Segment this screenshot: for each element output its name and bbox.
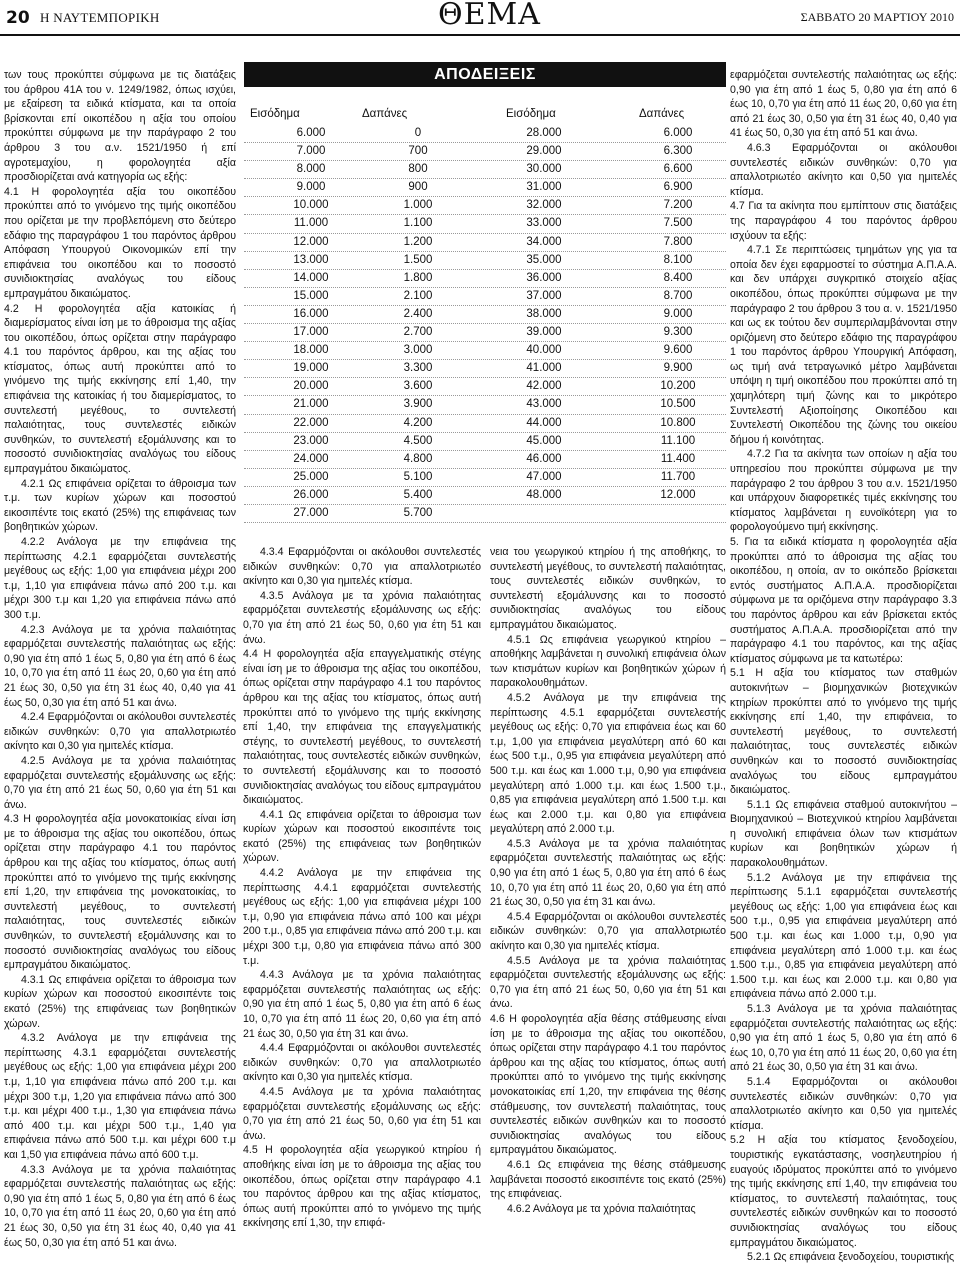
- table-cell: 3.900: [403, 398, 433, 411]
- paragraph: 4.4.4 Εφαρμόζονται οι ακόλουθοι συντελεστές ειδικών συνθηκών: 0,70 για απαλλοτριωτέο ακίνητο και 0,30 για ημιτελές κτίσμα.: [243, 1042, 481, 1084]
- newspaper-name: Η ΝΑΥΤΕΜΠΟΡΙΚΗ: [40, 10, 160, 25]
- table-cell: 11.100: [660, 434, 696, 447]
- table-cell: 1.000: [403, 199, 433, 212]
- paragraph: 4.6.3 Εφαρμόζονται οι ακόλουθοι συντελεστές ειδικών συνθηκών: 0,70 για απαλλοτριωτέο ακίνητο και 0,50 για ημιτελές κτίσμα.: [730, 141, 957, 198]
- paragraph: 4.2.1 Ως επιφάνεια ορίζεται το άθροισμα των τ.μ. των κυρίων χώρων και ποσοστού εικοσιπέντε τοις εκατό (25%) της επιφάνειας των βοηθητικών χώρων.: [4, 477, 236, 534]
- paragraph: 4.5.3 Ανάλογα με τα χρόνια παλαιότητας εφαρμόζεται συντελεστής παλαιότητας ως εξής: 0,90 για έτη από 1 έως 5, 0,80 για έτη από 6 έως 10, 0,70 για έτη από 11 έως 20, 0,60 για έτη από 21 έως 30, 0,50 για έτη 31 και άνω.: [490, 837, 726, 909]
- paragraph: των τους προκύπτει σύμφωνα με τις διατάξεις του άρθρου 41Α του ν. 1249/1982, όπως ισχύει, με εξαίρεση τα ειδικά κτίσματα, και τα οποία βρίσκονται επί οικοπέδου η αξία του οποίου προκύπτει σύμφωνα με την παράγραφο 2 του άρθρου 3 του α.ν. 1521/1950 ή επί αγροτεμαχίου, η φορολογητέα αξία προσδιορίζεται ανά κατηγορία ως εξής:: [4, 69, 236, 184]
- table-cell: 2.700: [403, 326, 433, 339]
- table-cell: 8.400: [663, 271, 693, 284]
- paragraph: 4.7.1 Σε περιπτώσεις τμημάτων γης για τα οποία δεν έχει εφαρμοστεί το σύστημα Α.Π.Α.Α. και δεν υπάρχει συγκριτικό στοιχείο αξίας οικοπέδου, όπως προκύπτει σύμφωνα με την παράγραφο 2 του άρθρου 3 του α. ν. 1521/1950 και ως εκ τούτου δεν συμπεριλαμβάνονται στην οριζόμενη στο δεύτερο εδάφιο της παραγράφου 1 του παρόντος άρθρου Υπουργική Απόφαση, ως τιμή ανά τετραγωνικό μέτρο λαμβάνεται υπόψη η τιμή οικοπέδου που προκύπτει από τη χαμηλότερη τιμή ζώνης και το μικρότερο Συντελεστή Αξιοποίησης Οικοπέδου και Συντελεστή Οικοπέδου της ζώνης του οικείου δήμου ή κοινότητας.: [730, 244, 957, 446]
- table-cell: 46.000: [526, 452, 562, 465]
- paragraph: 5. Για τα ειδικά κτίσματα η φορολογητέα αξία προκύπτει από το άθροισμα της αξίας του οικοπέδου, η οποία, αν το οικόπεδο βρίσκεται εντός συστήματος Α.Π.Α.Α. προσδιορίζεται σύμφωνα με τα οριζόμενα στην παράγραφο 3.3 του παρόντος άρθρου και εάν βρίσκεται εκτός συστήματος Α.Π.Α.Α. προσδιορίζεται από την παράγραφο 4.1 του παρόντος, και της αξίας κτίσματος σύμφωνα με τα κατωτέρω:: [730, 536, 957, 665]
- paragraph: 4.2.3 Ανάλογα με τα χρόνια παλαιότητας εφαρμόζεται συντελεστής παλαιότητας ως εξής: 0,90 για έτη από 1 έως 5, 0,80 για έτη από 6 έως 10, 0,70 για έτη από 11 έως 20, 0,60 για έτη από 21 έως 30, 0,50 για έτη 31 έως 40, 0,40 για 41 έως 50, 0,30 για έτη από 51 και άνω.: [4, 623, 236, 709]
- table-cell: 10.200: [660, 380, 696, 393]
- paragraph: 5.2 Η αξία του κτίσματος ξενοδοχείου, τουριστικής εγκατάστασης, νοσηλευτηρίου ή ευαγούς ιδρύματος προκύπτει από το γινόμενο της τιμής εκκίνησης επί 1,40, την επιφάνεια του κτίσματος, το συντελεστή παλαιότητας, τους συντελεστές ειδικών συνθηκών και το ποσοστό συνιδιοκτησίας αναλόγως του είδους εμπραγμάτου δικαιώματος.: [730, 1134, 957, 1249]
- table-row: [244, 324, 726, 342]
- table-row: [244, 451, 726, 469]
- table-cell: 43.000: [526, 398, 562, 411]
- table-cell: 15.000: [293, 289, 329, 302]
- table-cell: 1.200: [403, 235, 433, 248]
- table-cell: 38.000: [526, 307, 562, 320]
- table-cell: 18.000: [293, 344, 329, 357]
- article-column-3: [490, 545, 726, 1215]
- table-cell: 3.000: [403, 344, 433, 357]
- table-row: [244, 487, 726, 505]
- issue-date: ΣΑΒΒΑΤΟ 20 ΜΑΡΤΙΟΥ 2010: [800, 10, 954, 24]
- article-column-2: [243, 545, 481, 1230]
- table-cell: 16.000: [293, 307, 329, 320]
- table-cell: 25.000: [293, 470, 329, 483]
- header-divider: [0, 34, 960, 36]
- table-cell: 9.300: [663, 326, 693, 339]
- page-number: 20: [6, 8, 30, 28]
- table-cell: 3.300: [403, 362, 433, 375]
- table-row: [244, 415, 726, 433]
- table-cell: 5.400: [403, 488, 433, 501]
- paragraph: 4.4.3 Ανάλογα με τα χρόνια παλαιότητας εφαρμόζεται συντελεστής παλαιότητας ως εξής: 0,90 για έτη από 1 έως 5, 0,80 για έτη από 6 έως 10, 0,70 για έτη από 11 έως 20, 0,60 για έτη από 21 έως 30, 0,50 για έτη 31 και άνω.: [243, 969, 481, 1040]
- table-row: [244, 433, 726, 451]
- table-cell: 34.000: [526, 235, 562, 248]
- paragraph: 4.1 Η φορολογητέα αξία του οικοπέδου προκύπτει από το γινόμενο της τιμής οικοπέδου που ορίζεται με την προβλεπόμενη στο δεύτερο εδάφιο της παραγράφου 1 του παρόντος άρθρου Απόφαση Υπουργού Οικονομικών επί την επιφάνεια του οικοπέδου και το ποσοστό συνιδιοκτησίας αναλόγως του είδους εμπραγμάτου δικαιώματος.: [4, 185, 236, 300]
- paragraph: 4.4.5 Ανάλογα με τα χρόνια παλαιότητας εφαρμόζεται συντελεστής εξομάλυνσης ως εξής: 0,70 για έτη από 21 έως 50, 0,60 για έτη 51 και άνω.: [243, 1085, 481, 1142]
- paragraph: 5.1.3 Ανάλογα με τα χρόνια παλαιότητας εφαρμόζεται συντελεστής παλαιότητας ως εξής: 0,90 για έτη από 1 έως 5, 0,80 για έτη από 6 έως 10, 0,70 για έτη από 11 έως 20, 0,60 για έτη από 21 έως 30, 0,50 για έτη 31 και άνω.: [730, 1003, 957, 1074]
- table-cell: 1.100: [403, 217, 433, 230]
- paragraph: 4.3.4 Εφαρμόζονται οι ακόλουθοι συντελεστές ειδικών συνθηκών: 0,70 για απαλλοτριωτέο ακίνητο και 0,30 για ημιτελές κτίσμα.: [243, 546, 481, 588]
- table-cell: 20.000: [293, 380, 329, 393]
- table-cell: 10.000: [293, 199, 329, 212]
- table-cell: 11.700: [660, 470, 696, 483]
- paragraph: 4.6.2 Ανάλογα με τα χρόνια παλαιότητας: [506, 1202, 696, 1215]
- paragraph: 4.3.2 Ανάλογα με την επιφάνεια της περίπτωσης 4.3.1 εφαρμόζεται συντελεστής μεγέθους ως εξής: 1,00 για επιφάνεια μέχρι 200 τ.μ, 1,10 για επιφάνεια πάνω από 200 τ.μ. και μέχρι 300 τ.μ, 1,20 για επιφάνεια πάνω από 300 τ.μ. και μέχρι 400 τ.μ., 1,30 για επιφάνεια πάνω από 400 τ.μ. και μέχρι 500 τ.μ., 1,40 για επιφάνεια πάνω από 500 τ.μ. και μέχρι 600 τ.μ και 1,50 για επιφάνεια πάνω από 600 τ.μ.: [4, 1032, 236, 1161]
- table-cell: 7.000: [296, 145, 326, 158]
- paragraph: 4.6 Η φορολογητέα αξία θέσης στάθμευσης είναι ίση με το άθροισμα της αξίας του οικοπέδου, όπως ορίζεται στην παράγραφο 4.1 του παρόντος άρθρου και της αξίας του κτίσματος, όπως αυτή προκύπτει από το γινόμενο της τιμής εκκίνησης μονοκατοικίας επί 1,20, την επιφάνεια της θέσης στάθμευσης, τον συντελεστή παλαιότητας, τους συντελεστές ειδικών συνθηκών και το ποσοστό συνιδιοκτησίας αναλόγως του είδους εμπραγμάτου δικαιώματος.: [490, 1013, 726, 1157]
- table-row: [244, 360, 726, 378]
- table-cell: 27.000: [293, 506, 329, 519]
- table-cell: 40.000: [526, 344, 562, 357]
- table-cell: 5.700: [403, 506, 433, 519]
- paragraph: νεια του γεωργικού κτηρίου ή της αποθήκης, το συντελεστή μεγέθους, το συντελεστή παλαιότητας, τους συντελεστές ειδικών συνθηκών, το συντελεστή εξομάλυνσης και το ποσοστό συνιδιοκτησίας αναλόγως του είδους εμπραγμάτου δικαιώματος.: [490, 546, 726, 631]
- table-cell: 35.000: [526, 253, 562, 266]
- table-cell: 4.200: [403, 416, 433, 429]
- table-cell: 3.600: [403, 380, 433, 393]
- paragraph: 4.3.3 Ανάλογα με τα χρόνια παλαιότητας εφαρμόζεται συντελεστής παλαιότητας ως εξής: 0,90 για έτη από 1 έως 5, 0,80 για έτη από 6 έως 10, 0,70 για έτη από 11 έως 20, 0,60 για έτη από 21 έως 30, 0,50 για έτη 31 έως 40, 0,40 για 41 έως 50, 0,30 για έτη από 51 και άνω.: [4, 1163, 236, 1249]
- table-row: [244, 396, 726, 414]
- table-cell: 9.000: [663, 307, 693, 320]
- table-row: [244, 215, 726, 233]
- table-row: [244, 378, 726, 396]
- table-cell: 7.200: [663, 199, 693, 212]
- table-row: [244, 252, 726, 270]
- table-cell: 4.500: [403, 434, 433, 447]
- table-row: [244, 234, 726, 252]
- table-cell: 8.000: [296, 163, 326, 176]
- paragraph: 4.4 Η φορολογητέα αξία επαγγελματικής στέγης είναι ίση με το άθροισμα της αξίας του οικοπέδου, όπως ορίζεται στην παράγραφο 4.1 του παρόντος άρθρου και της αξίας του κτίσματος, όπως αυτή προκύπτει από το γινόμενο της τιμής εκκίνησης επί 1,40, την επιφάνεια της επαγγελματικής στέγης, το συντελεστή μεγέθους, το συντελεστή παλαιότητας, τους συντελεστές ειδικών συνθηκών, το συντελεστή εξομάλυνσης και το ποσοστό συνιδιοκτησίας αναλόγως του είδους εμπραγμάτου δικαιώματος.: [243, 648, 481, 807]
- table-header: [244, 108, 726, 124]
- paragraph: 4.5.2 Ανάλογα με την επιφάνεια της περίπτωσης 4.5.1 εφαρμόζεται συντελεστής μεγέθους ως εξής: 0,70 για επιφάνεια έως και 60 τ.μ, 1,00 για επιφάνεια μεγαλύτερη από 60 και έως 500 τ.μ., 0,95 για επιφάνεια μεγαλύτερη από 500 τ.μ. και έως και 1.000 τ.μ, 0,90 για επιφάνεια μεγαλύτερη από 1.000 τ.μ. και έως 1.500 τ.μ., 0,85 για επιφάνεια μεγαλύτερη από 1.500 τ.μ. και έως και 2.000 τ.μ. και 0,80 για επιφάνεια μεγαλύτερη από 2.000 τ.μ.: [490, 691, 726, 836]
- table-cell: 1.500: [403, 253, 433, 266]
- table-cell: 23.000: [293, 434, 329, 447]
- table-cell: 9.600: [663, 344, 693, 357]
- table-cell: 21.000: [293, 398, 329, 411]
- table-cell: 17.000: [293, 326, 329, 339]
- table-cell: 32.000: [526, 199, 562, 212]
- column-header-income: Εισόδημα: [506, 108, 556, 120]
- table-cell: 8.700: [663, 289, 693, 302]
- table-cell: 11.000: [293, 217, 329, 230]
- table-cell: 6.300: [663, 145, 693, 158]
- table-cell: 9.000: [296, 181, 326, 194]
- table-row: [244, 270, 726, 288]
- table-cell: 41.000: [526, 362, 562, 375]
- table-cell: 2.100: [403, 289, 433, 302]
- table-cell: 33.000: [526, 217, 562, 230]
- table-body: [244, 125, 726, 523]
- table-cell: 10.800: [660, 416, 696, 429]
- paragraph: 4.3.5 Ανάλογα με τα χρόνια παλαιότητας εφαρμόζεται συντελεστής εξομάλυνσης ως εξής: 0,70 για έτη από 21 έως 50, 0,60 για έτη 51 και άνω.: [243, 589, 481, 646]
- paragraph: 4.3.1 Ως επιφάνεια ορίζεται το άθροισμα των κυρίων χώρων και ποσοστού εικοσιπέντε τοις εκατό (25%) της επιφάνειας των βοηθητικών χώρων.: [4, 973, 236, 1030]
- page-header: [0, 0, 960, 36]
- paragraph: 4.3 Η φορολογητέα αξία μονοκατοικίας είναι ίση με το άθροισμα της αξίας του οικοπέδου, όπως ορίζεται στην παράγραφο 4.1 του παρόντος άρθρου και της αξίας του κτίσματος, όπως αυτή προκύπτει από το γινόμενο της τιμής εκκίνησης επί 1,20, την επιφάνεια της μονοκατοικίας, το συντελεστή μεγέθους, το συντελεστή παλαιότητας, τους συντελεστές ειδικών συνθηκών, το συντελεστή εξομάλυνσης και το ποσοστό συνιδιοκτησίας αναλόγως του είδους εμπραγμάτου δικαιώματος.: [4, 813, 236, 972]
- table-row: [244, 179, 726, 197]
- table-cell: 28.000: [526, 127, 562, 139]
- table-row: [244, 505, 726, 523]
- table-row: [244, 306, 726, 324]
- table-row: [244, 288, 726, 306]
- paragraph: 4.7.2 Για τα ακίνητα των οποίων η αξία του υπηρεσίου που προκύπτει σύμφωνα με την παράγραφο 2 του άρθρου 3 του α.ν. 1521/1950 και υπάρχουν διαφορετικές τιμές εκκίνησης του κτίσματος λαμβάνεται η ευνοϊκότερη για το φορολογούμενο τιμή εκκίνησης.: [730, 448, 957, 534]
- table-cell: 24.000: [293, 452, 329, 465]
- table-cell: 7.800: [663, 235, 693, 248]
- table-cell: 9.900: [663, 362, 693, 375]
- paragraph: 5.1.2 Ανάλογα με την επιφάνεια της περίπτωσης 5.1.1 εφαρμόζεται συντελεστής μεγέθους ως εξής: 1,00 για επιφάνεια έως και 500 τ.μ., 0,95 για επιφάνεια μεγαλύτερη από 500 τ.μ. και έως και 1.000 τ.μ, 0,90 για επιφάνεια μεγαλύτερη από 1.000 τ.μ. και έως 1.500 τ.μ., 0,85 για επιφάνεια μεγαλύτερη από 1.500 τ.μ. και έως και 2.000 τ.μ. και 0,80 για επιφάνεια πάνω από 2.000 τ.μ.: [730, 871, 957, 1001]
- table-cell: 8.100: [663, 253, 693, 266]
- table-cell: 13.000: [293, 253, 329, 266]
- table-cell: 12.000: [293, 235, 329, 248]
- table-cell: 26.000: [293, 488, 329, 501]
- table-cell: 12.000: [660, 488, 696, 501]
- column-header-expenses: Δαπάνες: [639, 108, 685, 120]
- paragraph: 4.5.5 Ανάλογα με τα χρόνια παλαιότητας εφαρμόζεται συντελεστής εξομάλυνσης ως εξής: 0,70 για έτη από 21 έως 50, 0,60 για έτη 51 και άνω.: [490, 954, 726, 1011]
- column-header-income: Εισόδημα: [250, 108, 300, 120]
- section-logo: ΘΕΜΑ: [438, 0, 541, 32]
- table-row: [244, 161, 726, 179]
- table-cell: 6.600: [663, 163, 693, 176]
- table-cell: 29.000: [526, 145, 562, 158]
- table-cell: 800: [408, 163, 428, 176]
- table-cell: 48.000: [526, 488, 562, 501]
- paragraph: 4.5.4 Εφαρμόζονται οι ακόλουθοι συντελεστές ειδικών συνθηκών: 0,70 για απαλλοτριωτέο ακίνητο και 0,30 για ημιτελές κτίσμα.: [490, 910, 726, 953]
- table-cell: 1.800: [403, 271, 433, 284]
- table-cell: 31.000: [526, 181, 562, 194]
- paragraph: 5.1.4 Εφαρμόζονται οι ακόλουθοι συντελεστές ειδικών συνθηκών: 0,70 για απαλλοτριωτέο ακίνητο και 0,50 για ημιτελές κτίσμα.: [730, 1075, 957, 1132]
- paragraph: 4.6.1 Ως επιφάνεια της θέσης στάθμευσης λαμβάνεται ποσοστό εικοσιπέντε τοις εκατό (25%) της επιφάνειας.: [490, 1158, 726, 1201]
- table-title: ΑΠΟΔΕΙΞΕΙΣ: [244, 62, 726, 87]
- paragraph: 4.2.2 Ανάλογα με την επιφάνεια της περίπτωσης 4.2.1 εφαρμόζεται συντελεστής μεγέθους ως εξής: 1,00 για επιφάνεια μέχρι 200 τ.μ, 1,10 για επιφάνεια πάνω από 200 τ.μ. και μέχρι 300 τ.μ και 1,20 για επιφάνεια πάνω από 300 τ.μ.: [4, 536, 236, 621]
- table-cell: 36.000: [526, 271, 562, 284]
- paragraph: 4.2.4 Εφαρμόζονται οι ακόλουθοι συντελεστές ειδικών συνθηκών: 0,70 για απαλλοτριωτέο ακίνητο και 0,30 για ημιτελές κτίσμα.: [4, 711, 236, 753]
- paragraph: 4.4.1 Ως επιφάνεια ορίζεται το άθροισμα των κυρίων χώρων και ποσοστού εικοσιπέντε τοις εκατό (25%) της επιφάνειας των βοηθητικών χώρων.: [243, 808, 481, 865]
- paragraph: 4.7 Για τα ακίνητα που εμπίπτουν στις διατάξεις της παραγράφου 4 του παρόντος άρθρου ισχύουν τα εξής:: [730, 200, 957, 242]
- table-cell: 42.000: [526, 380, 562, 393]
- table-row: [244, 469, 726, 487]
- paragraph: 4.4.2 Ανάλογα με την επιφάνεια της περίπτωσης 4.4.1 εφαρμόζεται συντελεστής μεγέθους ως εξής: 1,00 για επιφάνεια μέχρι 100 τ.μ, 0,90 για επιφάνεια πάνω από 100 και μέχρι 200 τ.μ., 0,85 για επιφάνεια πάνω από 200 τ.μ. και μέχρι 300 τ.μ, 0,80 για επιφάνεια πάνω από 300 τ.μ.: [243, 867, 481, 967]
- table-row: [244, 197, 726, 215]
- paragraph: εφαρμόζεται συντελεστής παλαιότητας ως εξής: 0,90 για έτη από 1 έως 5, 0,80 για έτη από 6 έως 10, 0,70 για έτη από 11 έως 20, 0,60 για έτη από 21 έως 30, 0,50 για έτη 31 έως 40, 0,40 για 41 έως 50, 0,30 για έτη από 51 και άνω.: [730, 69, 957, 140]
- table-cell: 5.100: [403, 470, 433, 483]
- paragraph: 4.5 Η φορολογητέα αξία γεωργικού κτηρίου ή αποθήκης είναι ίση με το άθροισμα της αξίας του οικοπέδου, όπως ορίζεται στην παράγραφο 4.1 του παρόντος άρθρου και της αξίας κτίσματος, όπως αυτή προκύπτει από το γινόμενο της τιμής εκκίνησης επί 1,30, την επιφά-: [243, 1144, 481, 1230]
- article-column-4: [730, 68, 957, 1264]
- paragraph: 4.2.5 Ανάλογα με τα χρόνια παλαιότητας εφαρμόζεται συντελεστής εξομάλυνσης ως εξής: 0,70 για έτη από 21 έως 50, 0,60 για έτη 51 και άνω.: [4, 754, 236, 811]
- table-cell: 4.800: [403, 452, 433, 465]
- table-cell: 7.500: [663, 217, 693, 230]
- table-cell: 700: [408, 145, 428, 158]
- paragraph: 4.2 Η φορολογητέα αξία κατοικίας ή διαμερίσματος είναι ίση με το άθροισμα της αξίας του οικοπέδου, όπως ορίζεται στην παράγραφο 4.1 του παρόντος άρθρου, και της αξίας του κτίσματος, όπως αυτή προκύπτει από το γινόμενο της τιμής εκκίνησης επί 1,40, την επιφάνεια της κατοικίας ή του διαμερίσματος, το συντελεστή μεγέθους, το συντελεστή παλαιότητας, τους συντελεστές ειδικών συνθηκών, το συντελεστή εξομάλυνσης και το ποσοστό συνιδιοκτησίας αναλόγως του είδους εμπραγμάτου δικαιώματος.: [4, 302, 236, 476]
- paragraph: 5.1.1 Ως επιφάνεια σταθμού αυτοκινήτου – Βιομηχανικού – Βιοτεχνικού κτηρίου λαμβάνεται η συνολική επιφάνεια όλων των κτισμάτων κυρίων και βοηθητικών χώρων ή παρακολουθημάτων.: [730, 798, 957, 870]
- table-cell: 0: [414, 127, 422, 139]
- paragraph: 5.1 Η αξία του κτίσματος των σταθμών αυτοκινήτων – βιομηχανικών βιοτεχνικών κτηρίων προκύπτει από το γινόμενο της τιμής εκκίνησης επί 1,40, την επιφάνεια, το συντελεστή μεγέθους, το συντελεστή παλαιότητας, τους συντελεστές ειδικών συνθηκών και το ποσοστό συνιδιοκτησίας αναλόγως του είδους εμπραγμάτου δικαιώματος.: [730, 667, 957, 797]
- table-cell: 900: [408, 181, 428, 194]
- table-cell: 30.000: [526, 163, 562, 176]
- table-cell: 2.400: [403, 307, 433, 320]
- table-row: [244, 342, 726, 360]
- article-column-1: [4, 68, 236, 1249]
- table-cell: 14.000: [293, 271, 329, 284]
- table-cell: 19.000: [293, 362, 329, 375]
- table-cell: 6.000: [663, 127, 693, 139]
- table-cell: 10.500: [660, 398, 696, 411]
- table-cell: 6.900: [663, 181, 693, 194]
- table-row: [244, 125, 726, 143]
- table-cell: 22.000: [293, 416, 329, 429]
- column-header-expenses: Δαπάνες: [362, 108, 408, 120]
- paragraph: 5.2.1 Ως επιφάνεια ξενοδοχείου, τουριστικής: [746, 1251, 955, 1264]
- table-cell: 11.400: [660, 452, 696, 465]
- table-cell: 6.000: [296, 127, 326, 139]
- paragraph: 4.5.1 Ως επιφάνεια γεωργικού κτηρίου – αποθήκης λαμβάνεται η συνολική επιφάνεια όλων των κτισμάτων κυρίων και βοηθητικών χώρων ή παρακολουθημάτων.: [490, 633, 726, 690]
- table-cell: 45.000: [526, 434, 562, 447]
- table-cell: 47.000: [526, 470, 562, 483]
- table-cell: 44.000: [526, 416, 562, 429]
- table-row: [244, 143, 726, 161]
- table-cell: 39.000: [526, 326, 562, 339]
- table-cell: 37.000: [526, 289, 562, 302]
